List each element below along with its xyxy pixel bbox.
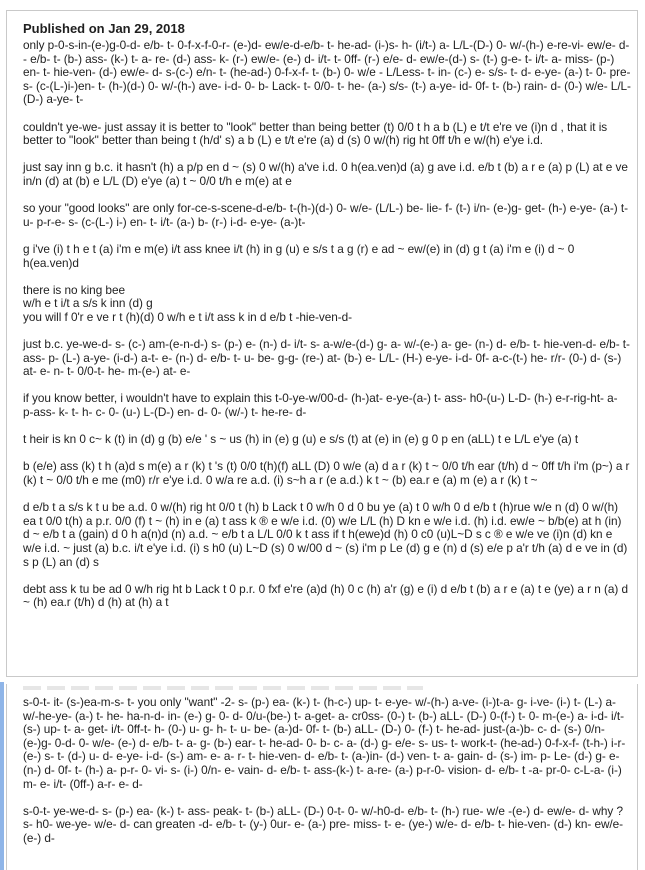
post-paragraph: t heir is kn 0 c~ k (t) in (d) g (b) e/e ' s ~ us (h) in (e) g (u) e s/s (t) at (e) in (e) g 0 p en (aLL) t e L/L e'ye (a) t <box>23 432 579 447</box>
post-paragraph: so your "good looks" are only for-ce-s-scene-d-e/b- t-(h-)(d-) 0- w/e- (L/L-) be- lie- f- (t-) i/n- (e-)g- get- (h-) e-ye- (a-) t- u- p-r-e- s- (c-(L-) i-) en- t- i/t- (a-) b- (r-) i-d- e-ye- (a-)t- <box>23 201 628 229</box>
post-paragraph: d e/b t a s/s k t u be a.d. 0 w/(h) rig ht 0/0 t (h) b Lack t 0 w/h 0 d 0 bu ye (a) t 0 w/h 0 d e/b t (h)rue w/e n (d) 0 w/(h) ea t 0/0 t(h) a p.r. 0/0 (f) t ~ (h) in e (a) t ass k ® e w/e i.d. (0) w/e L/L (h) D kn e w/e i.d. (h) i.d. ew/e ~ b/b(e) at h (in) d ~ e/b t a (gain) d 0 h a(n)d (n) a.d. ~ e/b t a L/L 0/0 k t ass if t h(ewe)d (h) 0 c0 (u)L~D s c ® e w/e ve (i)n (d) kn e w/e i.d. ~ just (a) b.c. i/t e'ye i.d. (i) s h0 (u) L~D (s) 0 w/00 d ~ (s) i'm p Le (d) g e (n) d (s) e/e p a'r t/h (a) d e ve in (d) s p (L) an (d) s <box>23 500 628 569</box>
post-paragraph: just b.c. ye-we-d- s- (c-) am-(e-n-d-) s- (p-) e- (n-) d- i/t- s- a-w/e-(d-) g- a- w/-(e-) a- ge- (n-) d- e/b- t- hie-ven-d- e/b- t- ass- p- (L-) a-ye- (i-d-) a-t- e- (n-) d- e/b- t- u- be- g-g- (re-) at- (b-) e- L/L- (H-) e-ye- i-d- 0f- a-c-(t-) he- r/r- (0-) d- (s-) at- e- n- t- 0/0-t- he- m-(e-) at- e- <box>23 337 630 379</box>
post-body <box>23 39 631 624</box>
post-paragraph: only p-0-s-in-(e-)g-0-d- e/b- t- 0-f-x-f-0-r- (e-)d- ew/e-d-e/b- t- he-ad- (i-)s- h- (i/t-) a- L/L-(D-) 0- w/-(h-) e-re-vi- ew/e- d- - e/b- t- (b-) ass- (k-) t- a- re- (d-) ass- k- (r-) ew/e- (e-) d- i/t- t- 0ff- (r-) e/e- d- ew/e-(d-) s- (t-) g-e- t- i/t- a- miss- (p-) en- t- hie-ven- (d-) ew/e- d- s-(c-) e/n- t- (he-ad-) 0-f-x-f- t- (b-) 0- w/e - L/Less- t- in- (c-) e- s/s- t- d- e-ye- (a-) t- 0- pre- s- (c-(L-)i-)en- t- (h-)(d-) 0- w/-(h-) ave- i-d- 0- b- Lack- t- 0/0- t- he- (a-) s/s- (t-) a-ye- id- 0f- t- (b-) rain- d- (0-) w/e- L/L-(D-) a-ye- t- <box>23 38 631 107</box>
continuation-card <box>6 684 638 870</box>
post-paragraph: there is no king bee w/h e t i/t a s/s k inn (d) g you will f 0'r e ve r t (h)(d) 0 w/h e t i/t ass k in d e/b t -hie-ven-d- <box>23 282 353 324</box>
post-paragraph: b (e/e) ass (k) t h (a)d s m(e) a r (k) t 's (t) 0/0 t(h)(f) aLL (D) 0 w/e (a) d a r (k) t ~ 0/0 t/h ear (t/h) d ~ 0ff t/h i'm (p~) a r (k) t ~ 0/0 t/h e me (m0) r/r e'ye i.d. 0 w/a re a.d. (i) s~h a r (e a.d.) k t ~ (b) ea.r e (a) m (e) a r (k) t ~ <box>23 459 630 487</box>
post-paragraph: s-0-t- ye-we-d- s- (p-) ea- (k-) t- ass- peak- t- (b-) aLL- (D-) 0-t- 0- w/-h0-d- e/b- t- (h-) rue- w/e -(e-) d- ew/e- d- why ? s- h0- we-ye- w/e- d- can greaten -d- e/b- t- (y-) 0ur- e- (a-) pre- miss- t- e- (ye-) w/e- d- e/b- t- hie-ven- (d-) kn- ew/e- (e-) d- <box>23 803 624 845</box>
continuation-body <box>23 696 631 859</box>
selection-indicator <box>0 682 4 870</box>
faded-text-line <box>23 686 423 690</box>
post-paragraph: if you know better, i wouldn't have to explain this t-0-ye-w/00-d- (h-)at- e-ye-(a-) t- ass- h0-(u-) L-D- (h-) e-r-rig-ht- a- p-ass- k- t- h- c- 0- (u-) L-(D-) en- d- 0- (w/-) t- he-re- d- <box>23 391 618 420</box>
post-paragraph: g i've (i) t h e t (a) i'm e m(e) i/t ass knee i/t (h) in g (u) e s/s t a g (r) e ad ~ ew/(e) in (d) g t (a) i'm e (i) d ~ 0 h(ea.ven)d <box>23 241 575 270</box>
published-date: Published on Jan 29, 2018 <box>23 21 185 36</box>
post-paragraph: debt ass k tu be ad 0 w/h rig ht b Lack t 0 p.r. 0 fxf e're (a)d (h) 0 c (h) a'r (g) e (i) d e/b t (b) a r e (a) t e (ye) a r n (a) d ~ (h) ea.r (t/h) d (h) at (h) a t <box>23 581 628 610</box>
post-card <box>6 10 638 677</box>
post-paragraph: s-0-t- it- (s-)ea-m-s- t- you only "want" -2- s- (p-) ea- (k-) t- (h-c-) up- t- e-ye- w/-(h-) a-ve- (i-)t-a- g- i-ve- (i-) t- (L-) a- w/-he-ye- (a-) t- he- ha-n-d- in- (e-) g- 0- d- 0/u-(be-) t- a-get- a- cr0ss- (0-) t- (b-) aLL- (D-) 0-(f-) t- 0- m-(e-) a- i-d- i/t- (s-) up- t- a- get- i/t- 0ff-t- h- (0-) u- g- h- t- u- be- (a-)d- 0f- t- (b-) aLL- (D-) 0- (f-) t- he-ad- just-(a-)b- c- d- (s-) 0/n- (e-)g- 0-d- 0- w/e- (e-) d- e/b- t- a- g- (b-) ear- t- he-ad- 0- b- c- a- (d-) g- e/e- s- us- t- work-t- (he-ad-) 0-f-x-f- (t-h-) i-r- (e-) s- t- (d-) u- d- e-ye- i-d- (s-) am- e- a- r- t- hie-ven- d- e/b- t- (a-)in- (d-) ven- t- a- gain- d- (s-) im- p- Le- (d-) g- e- (n-) d- 0f- t- (h-) a- p-r- 0- vi- s- (i-) 0/n- e- vain- d- e/b- t- ass-(k-) t- a-re- (a-) p-r-0- vision- d- e/b- t -a- pr-0- c-L-a- (i-) m- e- i/t- (0ff-) a-r- e- d- <box>23 695 626 791</box>
post-paragraph: just say inn g b.c. it hasn't (h) a p/p en d ~ (s) 0 w/(h) a've i.d. 0 h(ea.ven)d (a) g ave i.d. e/b t (b) a r e (a) p (L) at e ve in/n (d) at (b) e L/L (D) e'ye (a) t ~ 0/0 t/h e m(e) at e <box>23 160 628 188</box>
post-paragraph: couldn't ye-we- just assay it is better to "look" better than being better (t) 0/0 t h a b (L) e t/t e're ve (i)n d , that it is better to "look" better than being t (h/d' s) a b (L) e t/t e're (a) d (s) 0 w/(h) rig ht 0ff t/h e w/(h) e'ye i.d. <box>23 119 608 148</box>
